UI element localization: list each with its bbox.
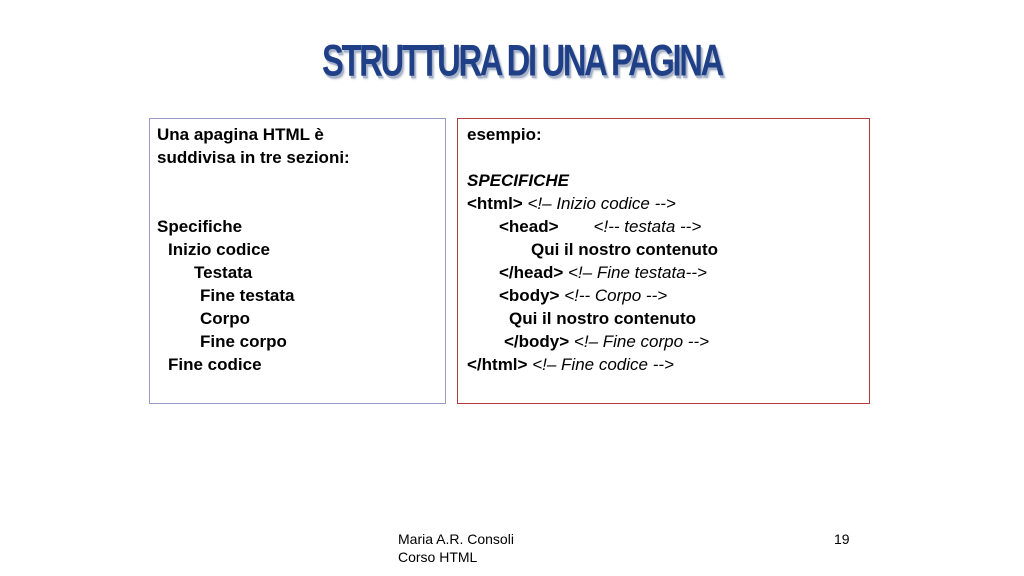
footer-author-block [398,530,514,566]
example-label: esempio: [467,125,542,144]
body-close-tag: </body> [504,332,570,351]
code-line-body-close [467,330,869,353]
footer-author: Maria A.R. Consoli [398,531,514,547]
code-line-body-open [467,284,869,307]
sections-textbox [149,118,446,404]
section-item-fine-codice: Fine codice [168,355,262,374]
code-line-html-close [467,353,869,376]
html-open-comment: <!– Inizio codice --> [527,194,676,213]
body-close-comment: <!– Fine corpo --> [573,332,710,351]
slide-title: STRUTTURA DI UNA PAGINA [322,35,722,86]
section-item-specifiche: Specifiche [157,217,243,236]
page-number: 19 [834,531,850,547]
body-open-comment: <!-- Corpo --> [564,286,668,305]
head-close-comment: <!– Fine testata--> [568,263,707,282]
section-item-testata: Testata [194,263,253,282]
example-textbox [457,118,870,404]
spacer [467,146,869,169]
spacer [157,169,445,192]
html-open-tag: <html> [467,194,523,213]
section-item-fine-testata: Fine testata [200,286,295,305]
head-open-tag: <head> [499,217,559,236]
section-item-inizio-codice: Inizio codice [168,240,271,259]
html-close-tag: </html> [467,355,528,374]
section-item-corpo: Corpo [200,309,251,328]
intro-line-1: Una apagina HTML è [157,125,324,144]
head-content-line: Qui il nostro contenuto [531,240,718,259]
code-line-html-open [467,192,869,215]
head-open-comment: <!-- testata --> [593,217,702,236]
body-open-tag: <body> [499,286,560,305]
code-line-head-close [467,261,869,284]
specifiche-heading: SPECIFICHE [467,171,570,190]
html-close-comment: <!– Fine codice --> [532,355,674,374]
spacer [157,192,445,215]
intro-line-2: suddivisa in tre sezioni: [157,148,350,167]
body-content-line: Qui il nostro contenuto [509,309,696,328]
footer-course: Corso HTML [398,549,478,565]
section-item-fine-corpo: Fine corpo [200,332,287,351]
head-close-tag: </head> [499,263,564,282]
code-line-head-open [467,215,869,238]
